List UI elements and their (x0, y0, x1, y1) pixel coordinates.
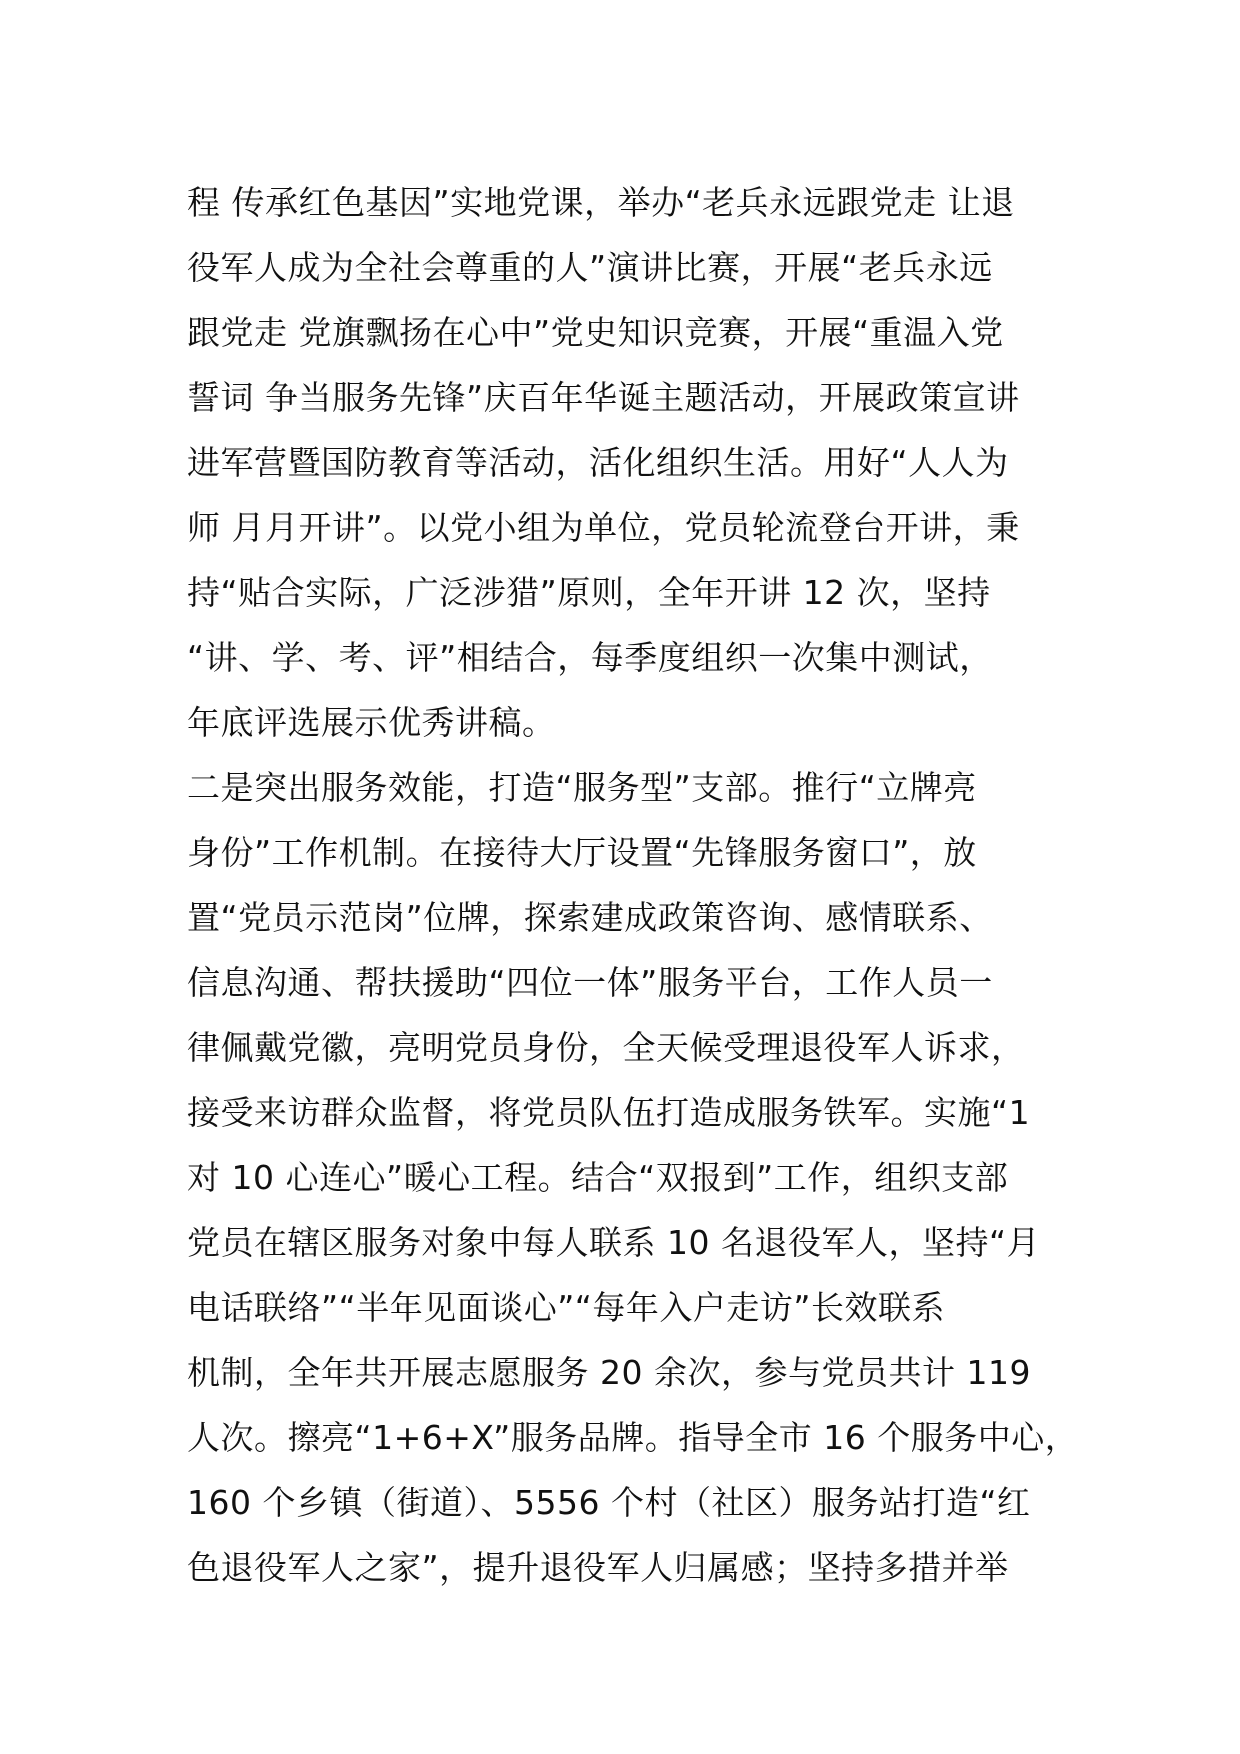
text-line: 党员在辖区服务对象中每人联系 10 名退役军人，坚持“月 (187, 1223, 1041, 1262)
text-line: 身份”工作机制。在接待大厅设置“先锋服务窗口”，放 (187, 833, 977, 872)
text-line: 持“贴合实际，广泛涉猎”原则，全年开讲 12 次，坚持 (187, 573, 991, 612)
text-line: 信息沟通、帮扶援助“四位一体”服务平台，工作人员一 (187, 963, 993, 1002)
text-line: 接受来访群众监督，将党员队伍打造成服务铁军。实施“1 (187, 1093, 1031, 1132)
text-line: 誓词 争当服务先锋”庆百年华诞主题活动，开展政策宣讲 (187, 378, 1020, 417)
text-line: 置“党员示范岗”位牌，探索建成政策咨询、感情联系、 (187, 898, 993, 937)
text-line: “讲、学、考、评”相结合，每季度组织一次集中测试， (187, 638, 993, 677)
text-line: 进军营暨国防教育等活动，活化组织生活。用好“人人为 (187, 443, 1009, 482)
text-line: 人次。擦亮“1+6+X”服务品牌。指导全市 16 个服务中心， (187, 1418, 1079, 1457)
text-line: 律佩戴党徽，亮明党员身份，全天候受理退役军人诉求， (187, 1028, 1025, 1067)
text-line: 电话联络”“半年见面谈心”“每年入户走访”长效联系 (187, 1288, 945, 1327)
text-line: 机制，全年共开展志愿服务 20 余次，参与党员共计 119 (187, 1353, 1031, 1392)
text-line: 年底评选展示优秀讲稿。 (187, 703, 556, 742)
text-line: 役军人成为全社会尊重的人”演讲比赛，开展“老兵永远 (187, 248, 993, 287)
text-line: 色退役军人之家”，提升退役军人归属感；坚持多措并举 (187, 1548, 1009, 1587)
body-text (187, 170, 1087, 1600)
text-line: 程 传承红色基因”实地党课，举办“老兵永远跟党走 让退 (187, 183, 1015, 222)
text-line: 师 月月开讲”。以党小组为单位，党员轮流登台开讲，秉 (187, 508, 1020, 547)
text-line: 对 10 心连心”暖心工程。结合“双报到”工作，组织支部 (187, 1158, 1009, 1197)
text-line: 二是突出服务效能，打造“服务型”支部。推行“立牌亮 (187, 768, 977, 807)
text-line: 跟党走 党旗飘扬在心中”党史知识竞赛，开展“重温入党 (187, 313, 1004, 352)
text-line: 160 个乡镇（街道）、5556 个村（社区）服务站打造“红 (187, 1483, 1031, 1522)
